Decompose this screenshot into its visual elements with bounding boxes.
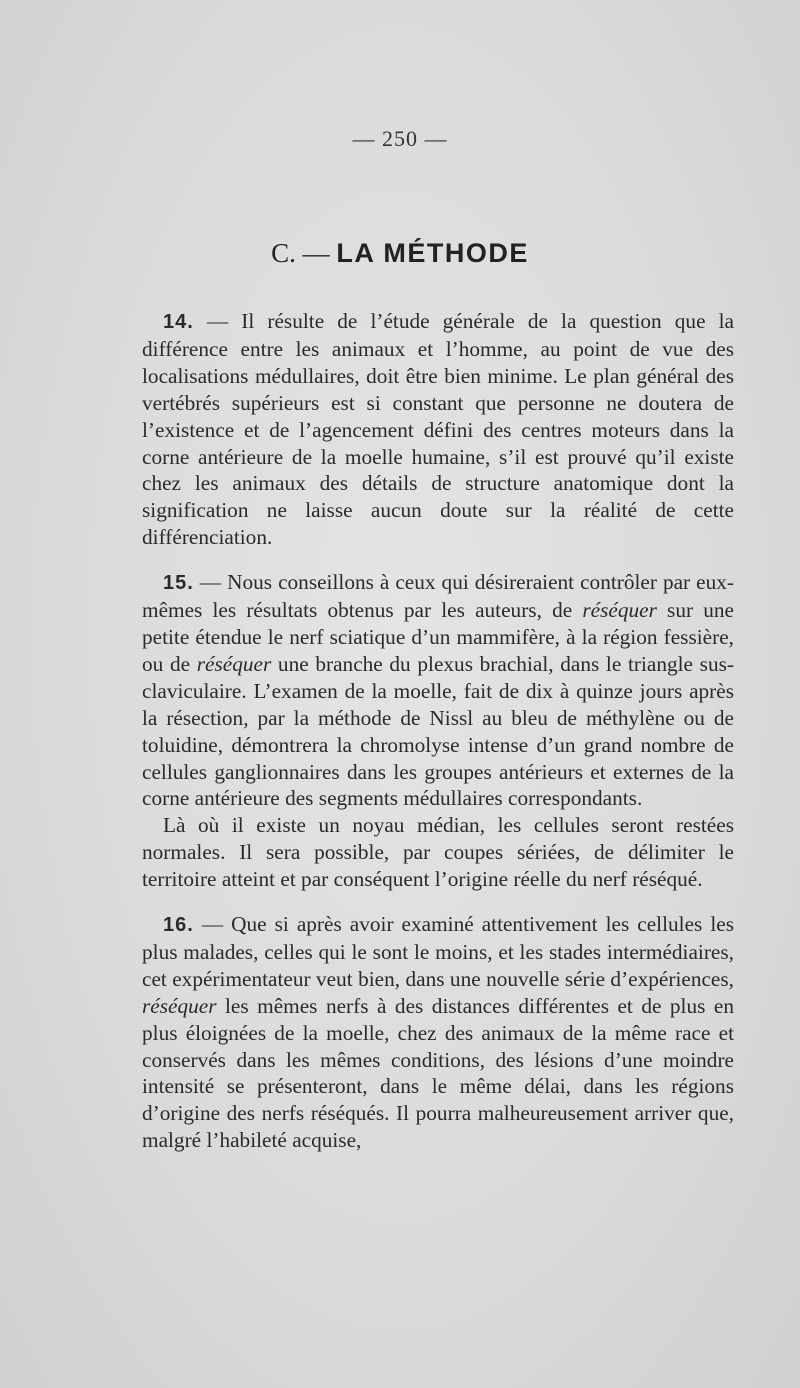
paragraph-text: les mêmes nerfs à des distances différentes et de plus en plus éloignées de la moelle, chez des animaux de la même race et conservés dans les mêmes conditions, des lésions d’une moindre intensité se présenteront, dans le même délai, dans les régions d’origine des nerfs réséqués. Il pourra malheureusement arriver que, malgré l’habileté acquise, [142, 993, 734, 1153]
paragraph-14 [142, 308, 734, 551]
paragraph-text: une branche du plexus brachial, dans le triangle sus-claviculaire. L’examen de la moelle, fait de dix à quinze jours après la résection, par la méthode de Nissl au bleu de méthylène ou de toluidine, démontrera la chromolyse intense d’un grand nombre de cellules ganglionnaires dans les groupes antérieurs et externes de la corne antérieure des segments médullaires correspondants. [142, 651, 734, 811]
paragraph-text: Là où il existe un noyau médian, les cellules seront restées normales. Il sera possible, par coupes sériées, de délimiter le territoire atteint et par conséquent l’origine réelle du nerf réséqué. [142, 813, 734, 892]
paragraph-number: 16. [163, 914, 194, 937]
section-title: LA MÉTHODE [336, 238, 529, 268]
paragraph-16 [142, 911, 734, 1154]
paragraph-15 [142, 569, 734, 812]
section-heading [0, 238, 800, 269]
paragraph-text: — Que si après avoir examiné attentivement les cellules les plus malades, celles qui le sont le moins, et les stades intermédiaires, cet expérimentateur veut bien, dans une nouvelle série d’expériences, [142, 912, 734, 991]
paragraph-text: sur une petite étendue le nerf sciatique d’un mammifère, à la région fessière, ou de [142, 598, 734, 676]
paragraph-text: — Nous conseillons à ceux qui désireraient contrôler par eux-mêmes les résultats obtenus par les auteurs, de [142, 570, 734, 623]
body-text [142, 308, 734, 1154]
emphasis-term: réséquer [196, 651, 272, 676]
paragraph-text: — Il résulte de l’étude générale de la question que la différence entre les animaux et l’homme, au point de vue des localisations médullaires, doit être bien minime. Le plan général des vertébrés supérieurs est si constant que personne ne doutera de l’existence et de l’agencement défini des centres moteurs dans la corne antérieure de la moelle humaine, s’il est prouvé qu’il existe chez les animaux des détails de structure anatomique dont la signification ne laisse aucun doute sur la réalité de cette différenciation. [142, 309, 734, 550]
section-letter: C. — [271, 238, 330, 268]
paragraph-15-continued [142, 812, 734, 893]
paragraph-number: 15. [163, 572, 194, 595]
page-number: — 250 — [352, 126, 448, 151]
paragraph-number: 14. [163, 311, 194, 333]
emphasis-term: réséquer [142, 993, 217, 1018]
emphasis-term: réséquer [582, 598, 657, 623]
